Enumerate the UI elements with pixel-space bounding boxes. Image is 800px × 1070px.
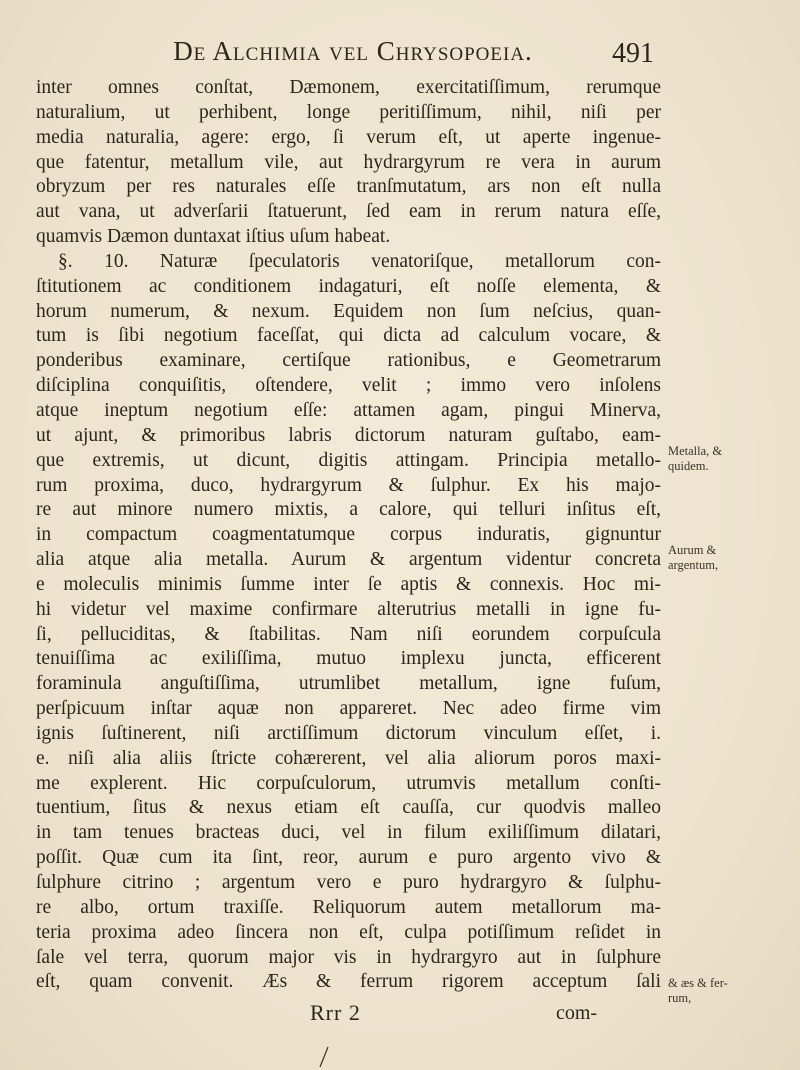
pen-stroke-icon [318, 1046, 330, 1068]
margin-note-metalla [668, 444, 786, 474]
margin-note-line: rum, [668, 991, 692, 1005]
text-line: ſulphure citrino ; argentum vero e puro hydrargyro & ſulphu- [36, 872, 661, 893]
text-line: e. niſi alia aliis ſtricte cohærerent, vel alia aliorum poros maxi- [36, 747, 661, 769]
text-line: tum is ſibi negotium faceſſat, qui dicta ad calculum vocare, & [36, 325, 661, 347]
text-line: que fatentur, metallum vile, aut hydrargyrum re vera in aurum [36, 151, 661, 173]
text-line: media naturalia, agere: ergo, ſi verum eſt, ut aperte ingenue- [36, 126, 661, 148]
text-line: poſſit. Quæ cum ita ſint, reor, aurum e puro argento vivo & [36, 847, 661, 869]
page-footer [0, 1000, 800, 1030]
body-text [36, 76, 661, 995]
text-line: ſtitutionem ac conditionem indagaturi, eſt noſſe elementa, & [36, 275, 661, 297]
signature-mark: Rrr 2 [310, 1000, 361, 1025]
text-line: naturalium, ut perhibent, longe peritiſſimum, nihil, niſi per [36, 101, 661, 123]
running-head: De Alchimia vel Chrysopoeia. [173, 36, 533, 66]
catchword: com- [556, 1002, 598, 1024]
margin-note-line: Metalla, & [668, 444, 723, 458]
text-line: quamvis Dæmon duntaxat iſtius uſum habeat. [36, 226, 391, 248]
text-line: teria proxima adeo ſincera non eſt, culpa potiſſimum reſidet in [36, 921, 661, 943]
page-header [0, 36, 800, 72]
text-line: re aut minore numero mixtis, a calore, qui telluri inſitus eſt, [36, 499, 661, 521]
text-line: foraminula anguſtiſſima, utrumlibet metallum, igne fuſum, [36, 673, 661, 695]
margin-note-line: quidem. [668, 459, 709, 473]
text-line: atque ineptum negotium eſſe: attamen agam, pingui Minerva, [36, 399, 661, 421]
text-line: in tam tenues bracteas duci, vel in filum exiliſſimum dilatari, [36, 822, 661, 844]
text-line: inter omnes conſtat, Dæmonem, exercitatiſſimum, rerumque [36, 77, 661, 98]
text-line: ut ajunt, & primoribus labris dictorum naturam guſtabo, eam- [36, 424, 661, 446]
text-line: ponderibus examinare, certiſque rationibus, e Geometrarum [36, 350, 661, 372]
text-line: tenuiſſima ac exiliſſima, mutuo implexu juncta, efficerent [36, 648, 661, 670]
margin-note-line: argentum, [668, 558, 719, 572]
text-line: hi videtur vel maxime confirmare alterutrius metalli in igne fu- [36, 598, 661, 620]
text-line: horum numerum, & nexum. Equidem non ſum neſcius, quan- [36, 300, 661, 322]
text-line: aut vana, ut adverſarii ſtatuerunt, ſed eam in rerum natura eſſe, [36, 201, 661, 223]
text-line: ſi, pelluciditas, & ſtabilitas. Nam niſi eorundem corpuſcula [36, 623, 661, 645]
text-line: alia atque alia metalla. Aurum & argentum videntur concreta [36, 549, 661, 571]
text-line: rum proxima, duco, hydrargyrum & ſulphur. Ex his majo- [36, 474, 661, 496]
text-line: tuentium, ſitus & nexus etiam eſt cauſſa, cur quodvis malleo [36, 797, 661, 819]
page-number: 491 [612, 38, 654, 69]
text-line: me explerent. Hic corpuſculorum, utrumvis metallum conſti- [36, 772, 661, 794]
text-line: re albo, ortum traxiſſe. Reliquorum autem metallorum ma- [36, 896, 661, 918]
text-line: que extremis, ut dicunt, digitis attingam. Principia metallo- [36, 449, 661, 471]
text-line: e moleculis minimis ſumme inter ſe aptis & connexis. Hoc mi- [36, 573, 661, 595]
margin-note-aurum [668, 543, 786, 573]
text-line: eſt, quam convenit. Æs & ferrum rigorem acceptum ſali [36, 971, 661, 993]
margin-note-line: & æs & fer- [668, 976, 728, 990]
text-line: §. 10. Naturæ ſpeculatoris venatoriſque, metallorum con- [58, 250, 661, 272]
text-line: diſciplina conquiſitis, oſtendere, velit ; immo vero inſolens [36, 375, 661, 397]
text-line: perſpicuum inſtar aquæ non appareret. Nec adeo firme vim [36, 698, 661, 720]
margin-note-line: Aurum & [668, 543, 717, 557]
text-line: ignis ſuſtinerent, niſi arctiſſimum dictorum vinculum eſſet, i. [36, 722, 661, 744]
text-line: ſale vel terra, quorum major vis in hydrargyro aut in ſulphure [36, 946, 661, 968]
text-line: in compactum coagmentatumque corpus induratis, gignuntur [36, 524, 661, 546]
text-line: obryzum per res naturales eſſe tranſmutatum, ars non eſt nulla [36, 176, 661, 198]
